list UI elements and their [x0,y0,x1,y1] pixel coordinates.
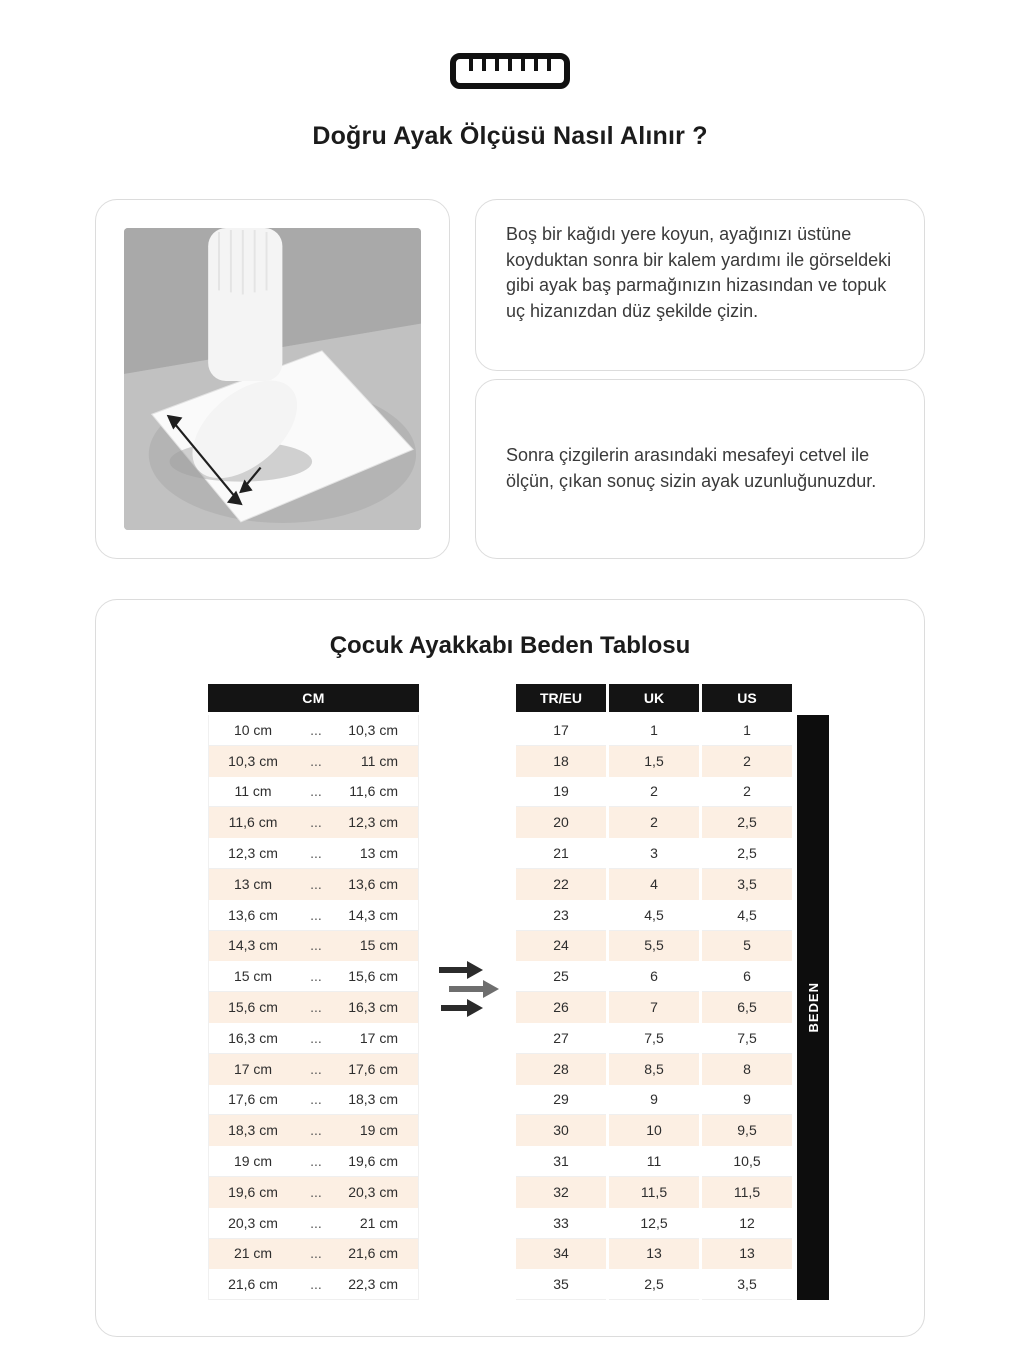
cm-max-value: 19 cm [359,1122,398,1139]
cm-table-row [209,838,418,869]
range-dots: ... [310,999,322,1016]
size-table-header-treu: TR/EU [516,684,606,712]
cm-max-value: 14,3 cm [348,906,398,923]
size-table-row [516,715,792,746]
cm-min-value: 10 cm [233,721,273,738]
size-table-row [516,900,792,931]
cm-max-value: 19,6 cm [348,1153,398,1170]
ruler-icon-wrap [0,52,1020,90]
cm-min-value: 11 cm [234,783,272,800]
cm-max-value: 21,6 cm [348,1245,398,1262]
size-treu-value: 30 [516,1115,606,1146]
cm-table-row [209,961,418,992]
cm-min-value: 20,3 cm [228,1214,278,1231]
cm-max-value: 18,3 cm [348,1091,398,1108]
range-dots: ... [310,1245,322,1262]
size-us-value: 9,5 [702,1115,792,1146]
size-table-row [516,1023,792,1054]
cm-max-value: 15 cm [359,937,398,954]
size-us-value: 8 [702,1054,792,1085]
size-uk-value: 12,5 [609,1208,699,1239]
cm-table-row [209,1115,418,1146]
conversion-arrows-icon [439,961,503,1024]
size-treu-value: 23 [516,900,606,931]
range-dots: ... [310,1276,322,1293]
size-uk-value: 5,5 [609,931,699,962]
size-table [516,684,792,1300]
size-us-value: 13 [702,1239,792,1270]
size-us-value: 1 [702,715,792,746]
instruction-cards [475,199,925,559]
size-us-value: 11,5 [702,1177,792,1208]
cm-max-value: 17 cm [359,1029,398,1046]
size-table-row [516,1085,792,1116]
size-table-row [516,1239,792,1270]
instruction-step-2: Sonra çizgilerin arasındaki mesafeyi cetvel ile ölçün, çıkan sonuç sizin ayak uzunluğunuzdur. [506,445,877,491]
size-treu-value: 34 [516,1239,606,1270]
size-uk-value: 10 [609,1115,699,1146]
ruler-icon [449,52,571,90]
size-table-row [516,931,792,962]
cm-min-value: 11,6 cm [228,814,278,831]
range-dots: ... [310,906,322,923]
size-us-value: 2 [702,746,792,777]
cm-table-row [209,1054,418,1085]
range-dots: ... [310,814,322,831]
cm-min-value: 13 cm [233,875,273,892]
size-us-value: 2,5 [702,807,792,838]
size-us-value: 12 [702,1208,792,1239]
size-chart-card [95,599,925,1337]
cm-min-value: 19,6 cm [228,1183,278,1200]
size-treu-value: 22 [516,869,606,900]
size-treu-value: 28 [516,1054,606,1085]
cm-max-value: 10,3 cm [348,721,398,738]
page-title: Doğru Ayak Ölçüsü Nasıl Alınır ? [312,122,708,150]
size-table-row [516,807,792,838]
size-us-value: 2 [702,777,792,808]
cm-table-row [209,1085,418,1116]
size-uk-value: 6 [609,961,699,992]
size-us-value: 5 [702,931,792,962]
size-treu-value: 17 [516,715,606,746]
size-treu-value: 31 [516,1146,606,1177]
cm-table-row [209,931,418,962]
cm-min-value: 17 cm [233,1060,273,1077]
cm-max-value: 11 cm [360,752,398,769]
size-table-row [516,1054,792,1085]
cm-max-value: 12,3 cm [348,814,398,831]
size-uk-value: 11,5 [609,1177,699,1208]
size-table-row [516,992,792,1023]
size-us-value: 7,5 [702,1023,792,1054]
size-uk-value: 11 [609,1146,699,1177]
range-dots: ... [310,752,322,769]
range-dots: ... [310,1153,322,1170]
range-dots: ... [310,968,322,985]
range-dots: ... [310,1214,322,1231]
cm-table-row [209,900,418,931]
size-uk-value: 1,5 [609,746,699,777]
size-table-row [516,1115,792,1146]
size-treu-value: 26 [516,992,606,1023]
size-treu-value: 21 [516,838,606,869]
cm-max-value: 20,3 cm [348,1183,398,1200]
cm-max-value: 13 cm [359,845,398,862]
howto-section [0,199,1020,559]
size-table-row [516,961,792,992]
cm-max-value: 16,3 cm [348,999,398,1016]
size-table-header-uk: UK [609,684,699,712]
size-uk-value: 4,5 [609,900,699,931]
range-dots: ... [310,845,322,862]
size-table-row [516,1146,792,1177]
size-table-row [516,1177,792,1208]
size-uk-value: 2 [609,807,699,838]
foot-measurement-image-card [95,199,450,559]
size-treu-value: 27 [516,1023,606,1054]
cm-max-value: 15,6 cm [348,968,398,985]
size-us-value: 3,5 [702,869,792,900]
size-uk-value: 13 [609,1239,699,1270]
cm-table-row [209,1269,418,1300]
size-us-value: 6 [702,961,792,992]
instruction-card-1 [475,199,925,371]
size-table-row [516,869,792,900]
cm-min-value: 12,3 cm [228,845,278,862]
size-table-header-us: US [702,684,792,712]
size-table-body [516,715,792,1300]
cm-table-row [209,715,418,746]
size-us-value: 10,5 [702,1146,792,1177]
cm-min-value: 13,6 cm [228,906,278,923]
size-treu-value: 32 [516,1177,606,1208]
cm-min-value: 14,3 cm [228,937,278,954]
range-dots: ... [310,1122,322,1139]
cm-table [208,684,419,1300]
size-table-row [516,746,792,777]
cm-table-row [209,746,418,777]
cm-min-value: 18,3 cm [228,1122,278,1139]
range-dots: ... [310,1029,322,1046]
instruction-step-1: Boş bir kağıdı yere koyun, ayağınızı üstüne koyduktan sonra bir kalem yardımı ile görseldeki gibi ayak baş parmağınızın hizasından ve topuk uç hizanızdan düz şekilde çizin. [506,224,892,321]
size-treu-value: 25 [516,961,606,992]
size-us-value: 3,5 [702,1269,792,1300]
size-us-value: 2,5 [702,838,792,869]
size-uk-value: 2,5 [609,1269,699,1300]
cm-table-body [208,715,419,1300]
size-treu-value: 24 [516,931,606,962]
cm-table-header: CM [208,684,419,712]
cm-table-row [209,1239,418,1270]
range-dots: ... [310,783,322,800]
cm-max-value: 11,6 cm [349,783,398,800]
size-chart-title: Çocuk Ayakkabı Beden Tablosu [329,632,691,659]
cm-table-row [209,992,418,1023]
size-table-header-row [516,684,792,712]
size-treu-value: 20 [516,807,606,838]
size-treu-value: 29 [516,1085,606,1116]
size-uk-value: 8,5 [609,1054,699,1085]
cm-table-row [209,1146,418,1177]
size-treu-value: 35 [516,1269,606,1300]
size-us-value: 6,5 [702,992,792,1023]
range-dots: ... [310,937,322,954]
cm-min-value: 15,6 cm [228,999,278,1016]
cm-min-value: 15 cm [233,968,273,985]
cm-table-row [209,1208,418,1239]
beden-label-bar [797,715,829,1300]
size-uk-value: 2 [609,777,699,808]
range-dots: ... [310,1060,322,1077]
size-uk-value: 9 [609,1085,699,1116]
instruction-card-2 [475,379,925,559]
cm-max-value: 17,6 cm [348,1060,398,1077]
beden-label: BEDEN [805,982,821,1033]
size-uk-value: 1 [609,715,699,746]
foot-measurement-illustration [124,228,421,530]
size-uk-value: 4 [609,869,699,900]
size-us-value: 9 [702,1085,792,1116]
size-uk-value: 3 [609,838,699,869]
cm-table-row [209,1177,418,1208]
size-uk-value: 7 [609,992,699,1023]
cm-table-row [209,1023,418,1054]
range-dots: ... [310,1091,322,1108]
range-dots: ... [310,1183,322,1200]
size-table-row [516,777,792,808]
size-table-row [516,838,792,869]
size-table-row [516,1269,792,1300]
cm-table-row [209,869,418,900]
size-treu-value: 18 [516,746,606,777]
cm-min-value: 10,3 cm [228,752,278,769]
size-uk-value: 7,5 [609,1023,699,1054]
size-treu-value: 19 [516,777,606,808]
cm-max-value: 21 cm [359,1214,398,1231]
size-treu-value: 33 [516,1208,606,1239]
cm-min-value: 17,6 cm [228,1091,278,1108]
cm-min-value: 21 cm [233,1245,273,1262]
cm-min-value: 19 cm [233,1153,273,1170]
cm-min-value: 21,6 cm [228,1276,278,1293]
cm-table-row [209,777,418,808]
size-us-value: 4,5 [702,900,792,931]
cm-max-value: 13,6 cm [348,875,398,892]
cm-min-value: 16,3 cm [228,1029,278,1046]
range-dots: ... [310,875,322,892]
cm-table-row [209,807,418,838]
range-dots: ... [310,721,322,738]
size-chart-row [96,684,924,1300]
size-table-row [516,1208,792,1239]
cm-max-value: 22,3 cm [348,1276,398,1293]
